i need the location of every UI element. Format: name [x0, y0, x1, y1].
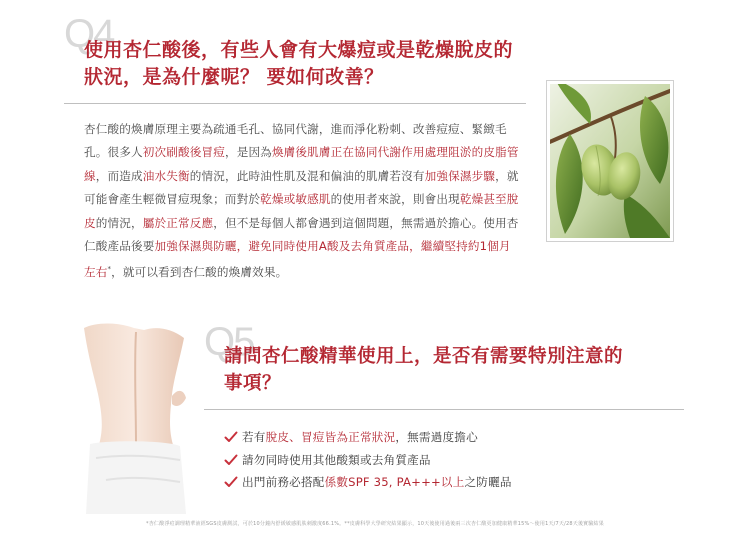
- q4-answer-text: [84, 118, 520, 285]
- q5-number: Q5: [204, 320, 254, 364]
- almond-branch-photo: [546, 80, 674, 242]
- check-list-item: [224, 471, 512, 494]
- body-text: 請勿同時使用其他酸類或去角質產品: [242, 452, 431, 467]
- q4-title: [84, 37, 513, 91]
- body-text: *: [107, 265, 112, 274]
- highlight-text: 初次刷酸後冒痘: [142, 145, 225, 160]
- check-item-text: [242, 429, 478, 445]
- back-figure-illustration: [76, 318, 196, 514]
- body-text: 之防曬品: [464, 475, 512, 490]
- q5-title: [224, 343, 623, 397]
- highlight-text: 乾燥或敏感肌: [260, 192, 331, 207]
- q4-title-line-2: 狀況，是為什麼呢？ 要如何改善？: [84, 66, 384, 88]
- check-icon: [224, 476, 238, 488]
- q5-title-line-2: 事項？: [224, 373, 282, 394]
- highlight-text: 油水失衡: [142, 168, 190, 183]
- check-item-text: [242, 474, 512, 490]
- body-text: 的使用者來說，則會出現: [330, 192, 460, 207]
- body-text: ，就可能會產生輕微冒痘現象；而對於: [84, 168, 519, 207]
- highlight-text: 加強保濕與防曬，避免同時使用A酸及去角質產品，繼續堅持約1個月左右: [84, 239, 511, 280]
- check-item-text: [242, 452, 431, 468]
- highlight-text: 乾燥甚至脫皮: [84, 192, 519, 230]
- highlight-text: 加強保濕步驟: [424, 168, 496, 183]
- check-icon: [224, 431, 238, 443]
- body-text: 若有: [242, 430, 266, 445]
- check-list-item: [224, 426, 512, 449]
- check-list-item: [224, 449, 512, 472]
- q5-divider: [204, 409, 684, 410]
- footnote: *杏仁酸淨痘調理精華液經SGS皮膚測試，可於10分鐘內舒緩敏感肌肤刺激度66.1%。**皮膚科學大學研究結果顯示，10天後使用過後兩三次杏仁酸更加健康精華15%～使用1天/7天/28天後實驗結果: [146, 521, 604, 527]
- body-text: ，而造成: [95, 168, 143, 183]
- highlight-text: 煥膚後肌膚正在協同代謝作用處理阻淤的皮脂管線: [84, 145, 519, 183]
- q5-checklist: [224, 426, 512, 494]
- highlight-text: 屬於正常反應: [142, 215, 214, 230]
- q4-number: Q4: [64, 12, 114, 56]
- body-text: ，是因為: [224, 145, 272, 160]
- highlight-text: 脫皮、冒痘皆為正常狀況: [265, 430, 396, 445]
- body-text: ，無需過度擔心: [395, 430, 478, 445]
- almond-illustration: [550, 84, 670, 238]
- highlight-text: 係數SPF 35, PA+++以上: [324, 475, 465, 490]
- body-text: ，但不是每個人都會遇到這個問題，無需過於擔心。使用杏仁酸產品後要: [84, 215, 519, 254]
- body-text: ，就可以看到杏仁酸的煥膚效果。: [111, 265, 288, 280]
- body-text: 出門前務必搭配: [242, 475, 325, 490]
- q4-divider: [64, 103, 526, 104]
- body-text: 杏仁酸的煥膚原理主要為疏通毛孔、協同代謝，進而淨化粉刺、改善痘痘、緊緻毛孔。很多人: [84, 122, 507, 160]
- body-text: 的情況，此時油性肌及混和偏油的肌膚若沒有: [189, 168, 425, 183]
- q4-title-line-1: 使用杏仁酸後，有些人會有大爆痘或是乾燥脫皮的: [84, 39, 514, 61]
- q5-title-line-1: 請問杏仁酸精華使用上，是否有需要特別注意的: [224, 346, 624, 367]
- body-text: 的情況，: [95, 215, 143, 230]
- check-icon: [224, 454, 238, 466]
